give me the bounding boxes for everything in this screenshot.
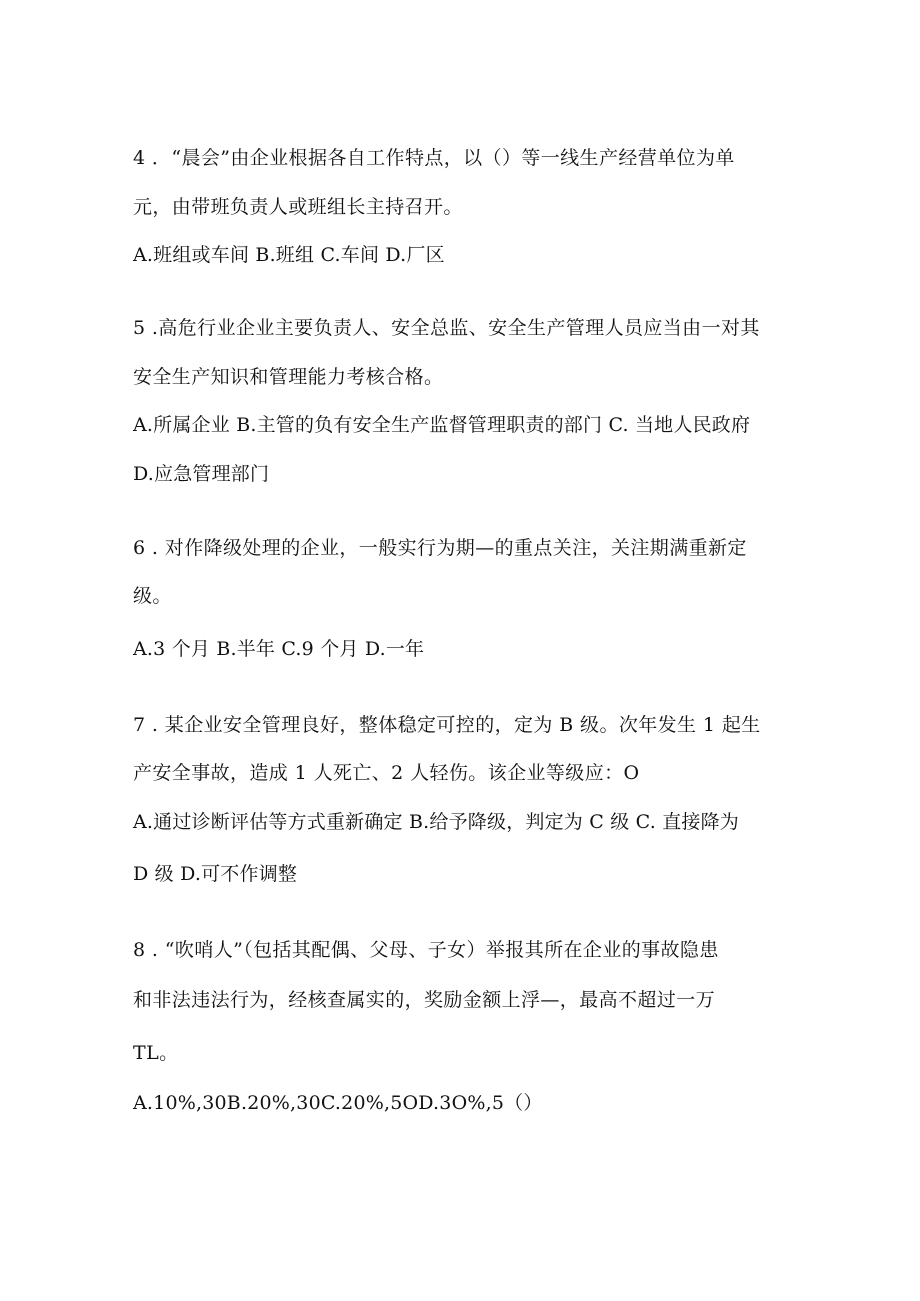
question-5-options-2: D.应急管理部门 <box>133 463 270 485</box>
question-8-line-3: TL。 <box>133 1042 179 1064</box>
question-7-options-2: D 级 D.可不作调整 <box>133 863 298 885</box>
question-8-line-1: 8 . “吹哨人”（包括其配偶、父母、子女）举报其所在企业的事故隐患 <box>133 939 719 961</box>
question-7-line-1: 7 . 某企业安全管理良好，整体稳定可控的，定为 B 级。次年发生 1 起生 <box>133 714 761 736</box>
question-4-line-2: 元，由带班负责人或班组长主持召开。 <box>133 196 463 218</box>
question-8-options: A.10%,30B.20%,30C.20%,5OD.3O%,5（） <box>133 1092 543 1114</box>
question-6-line-1: 6 . 对作降级处理的企业，一般实行为期—的重点关注，关注期满重新定 <box>133 537 747 559</box>
question-8-line-2: 和非法违法行为，经核查属实的，奖励金额上浮—，最高不超过一万 <box>133 989 716 1011</box>
question-6-line-2: 级。 <box>133 585 172 607</box>
question-5-options-1: A.所属企业 B.主管的负有安全生产监督管理职责的部门 C. 当地人民政府 <box>133 414 751 436</box>
question-5-line-1: 5 .高危行业企业主要负责人、安全总监、安全生产管理人员应当由一对其 <box>133 317 760 339</box>
question-5-line-2: 安全生产知识和管理能力考核合格。 <box>133 366 444 388</box>
question-7-line-2: 产安全事故，造成 1 人死亡、2 人轻伤。该企业等级应：O <box>133 762 640 784</box>
question-7-options-1: A.通过诊断评估等方式重新确定 B.给予降级，判定为 C 级 C. 直接降为 <box>133 811 739 833</box>
question-4-line-1: 4 ．“晨会”由企业根据各自工作特点，以（）等一线生产经营单位为单 <box>133 147 735 169</box>
question-4-options: A.班组或车间 B.班组 C.车间 D.厂区 <box>133 244 445 266</box>
question-6-options: A.3 个月 B.半年 C.9 个月 D.一年 <box>133 638 425 660</box>
